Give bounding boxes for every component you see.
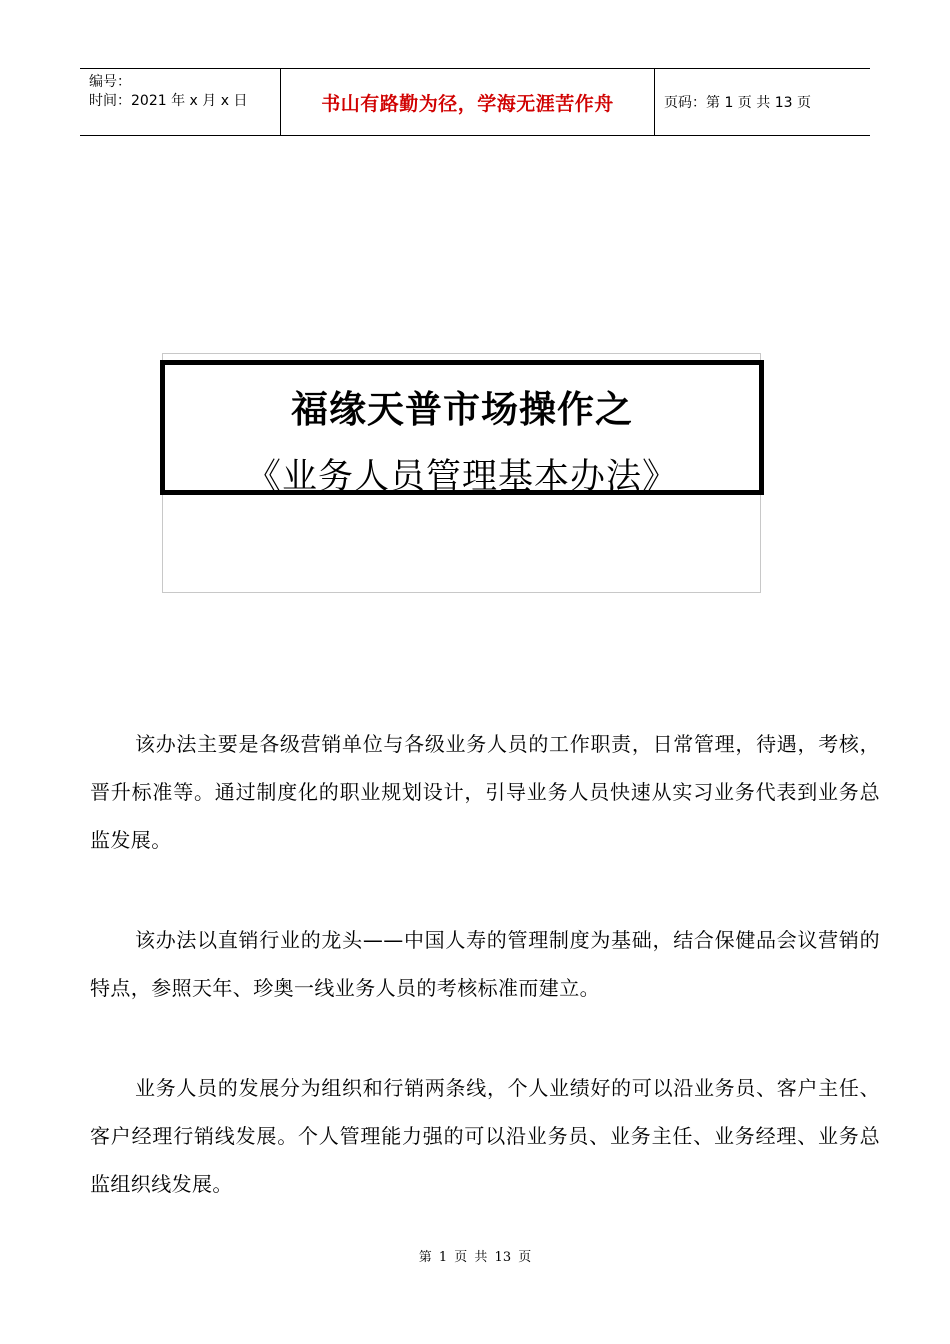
header-motto-cell: [281, 69, 655, 135]
header-motto: 书山有路勤为径，学海无涯苦作舟: [321, 92, 614, 115]
page-footer: 第 1 页 共 13 页: [418, 1250, 532, 1265]
document-time-label: 时间：2021 年 x 月 x 日: [89, 93, 248, 109]
header-page-info: 页码：第 1 页 共 13 页: [664, 95, 811, 111]
body-paragraph-1: 该办法主要是各级营销单位与各级业务人员的工作职责，日常管理，待遇，考核，晋升标准等。通过制度化的职业规划设计，引导业务人员快速从实习业务代表到业务总监发展。: [90, 732, 880, 852]
body-paragraph-3: 业务人员的发展分为组织和行销两条线，个人业绩好的可以沿业务员、客户主任、客户经理行销线发展。个人管理能力强的可以沿业务员、业务主任、业务经理、业务总监组织线发展。: [90, 1076, 880, 1196]
document-body: [90, 720, 880, 1260]
document-number-label: 编号：: [89, 74, 131, 90]
header-meta-cell: [80, 69, 281, 135]
title-box: [160, 360, 764, 495]
document-title-main: 福缘天普市场操作之: [291, 388, 633, 431]
document-header: [80, 68, 870, 136]
body-paragraph-2: 该办法以直销行业的龙头——中国人寿的管理制度为基础，结合保健品会议营销的特点，参照天年、珍奥一线业务人员的考核标准而建立。: [90, 928, 880, 1000]
document-title-sub: 《业务人员管理基本办法》: [245, 457, 678, 497]
header-page-cell: [655, 69, 870, 135]
